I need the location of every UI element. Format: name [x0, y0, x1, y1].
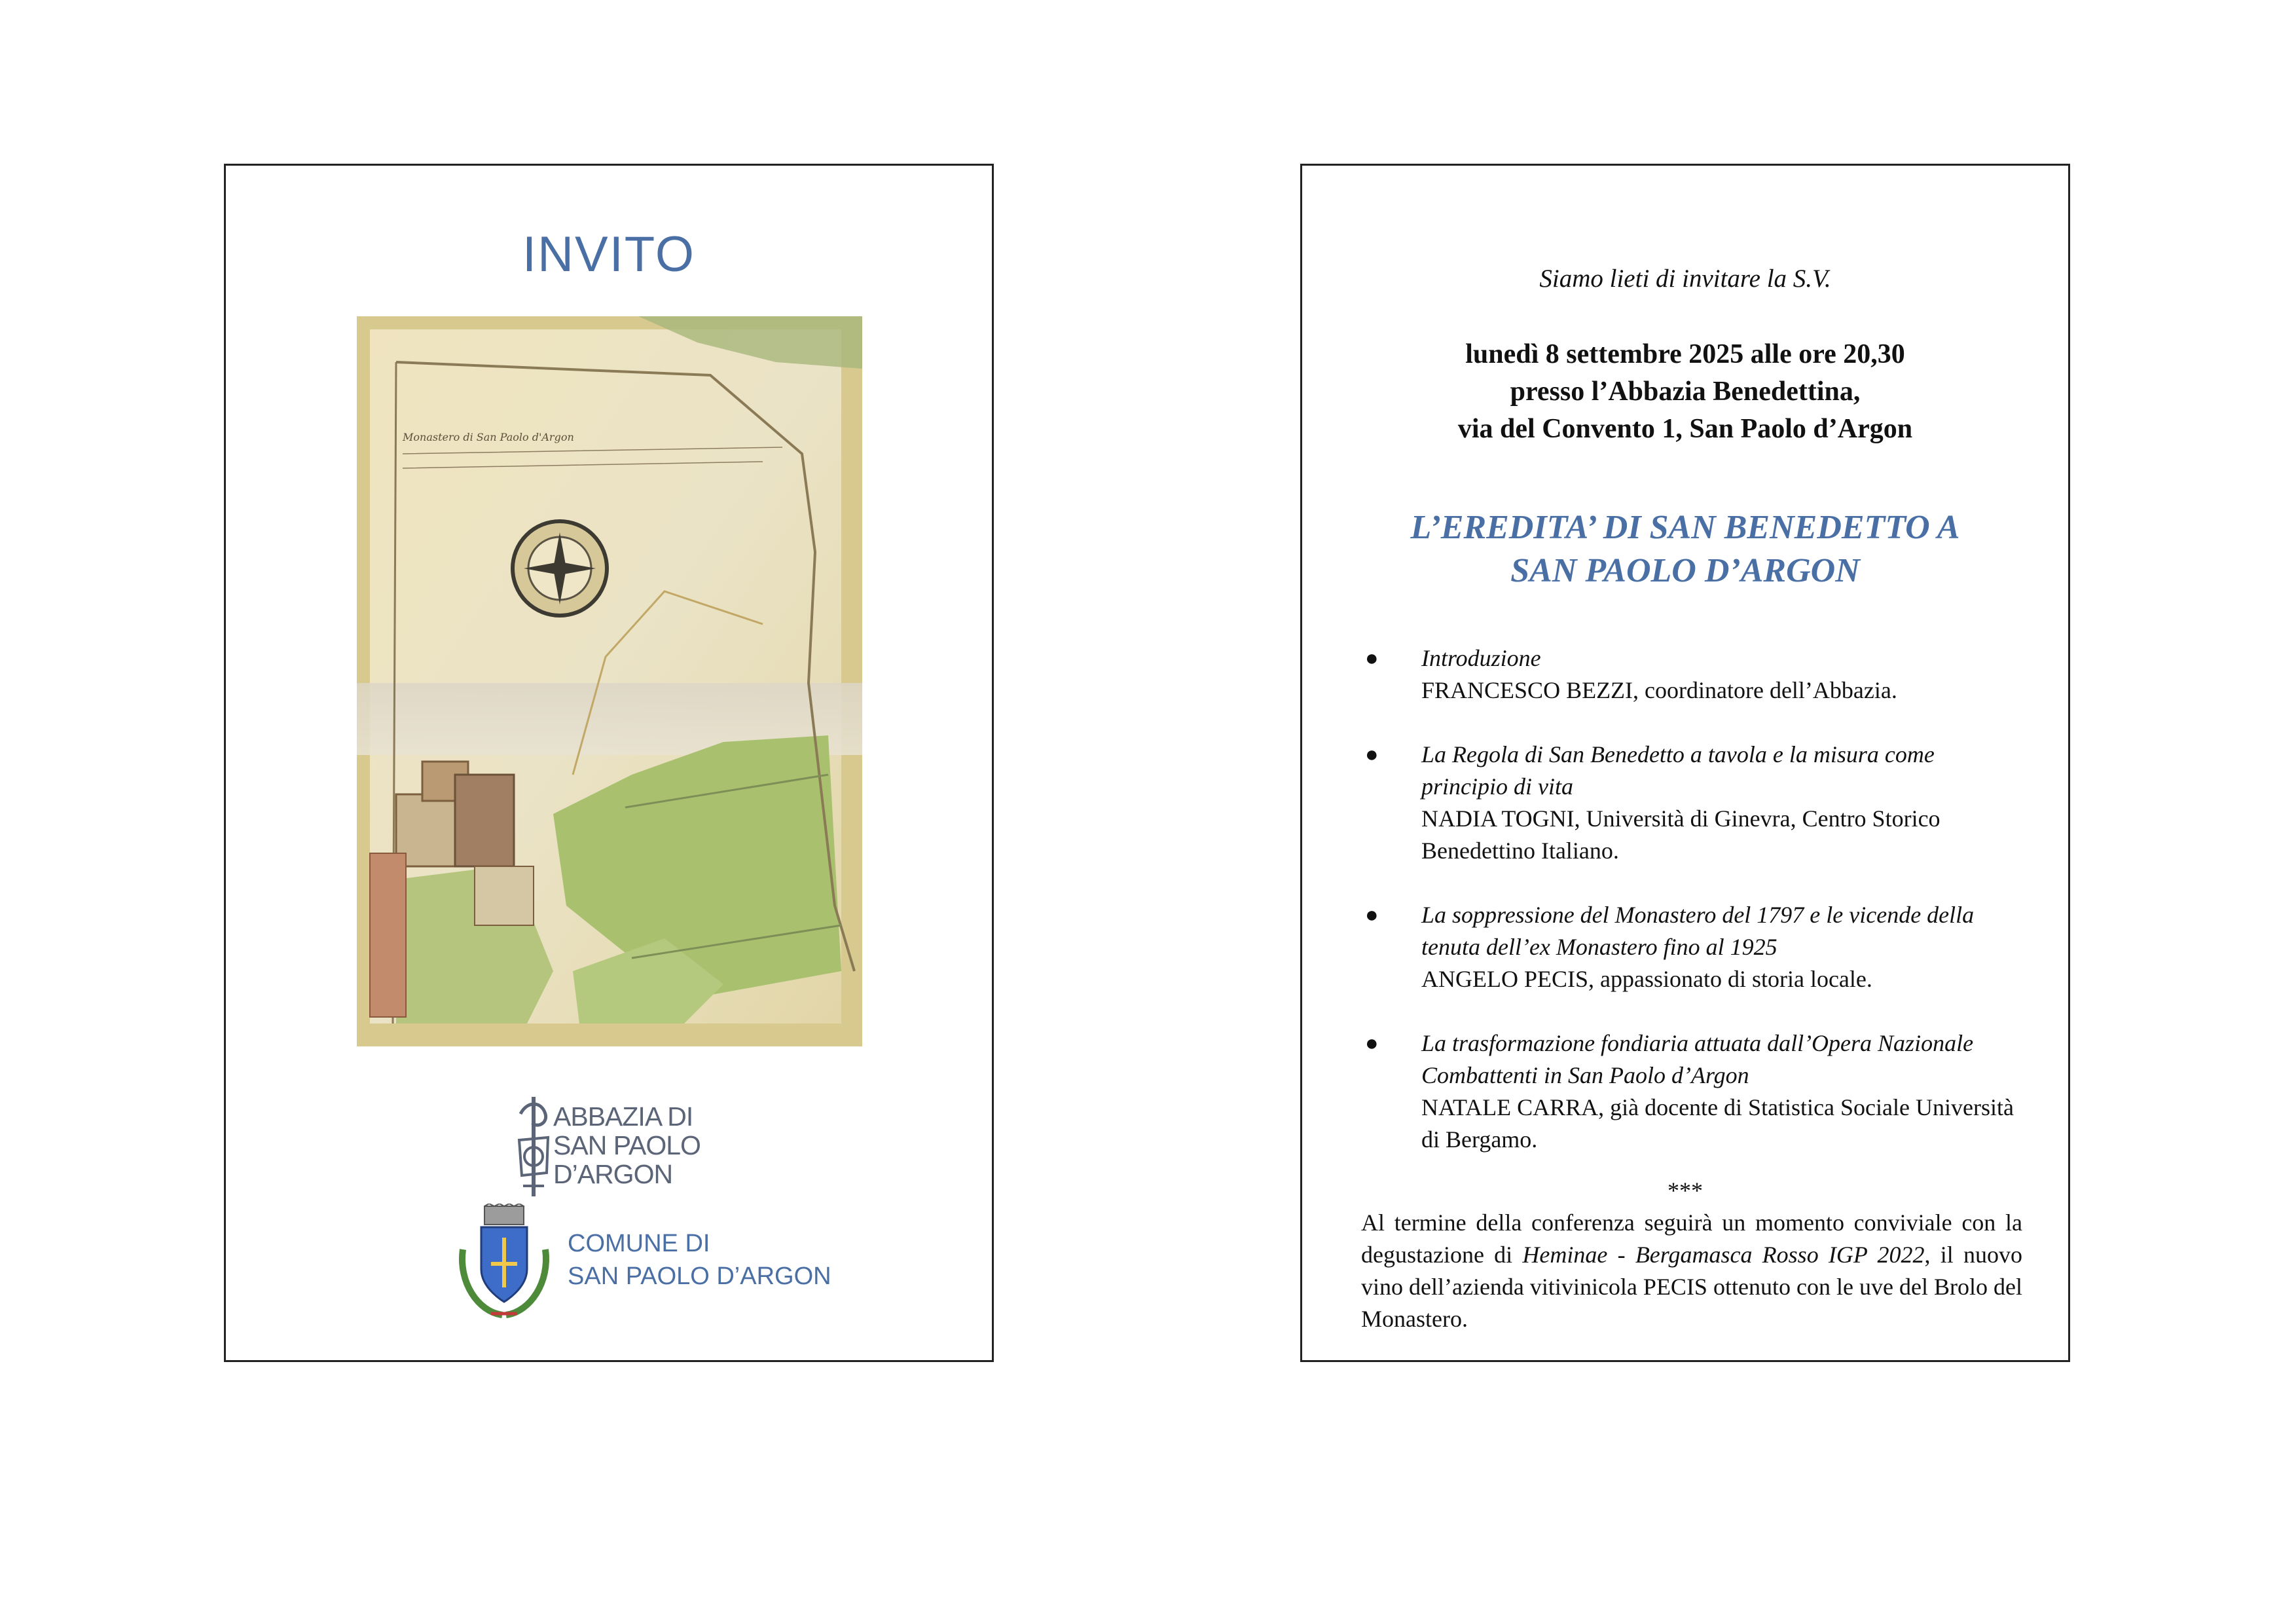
cover-panel	[224, 164, 994, 1362]
talk-title: La Regola di San Benedetto a tavola e la misura come principio di vita	[1421, 741, 1935, 800]
comune-logo	[455, 1204, 848, 1321]
abbazia-logo-line3: D’ARGON	[553, 1159, 673, 1189]
program-item	[1361, 642, 2016, 707]
map-inscription: Monastero di San Paolo d'Argon	[403, 431, 574, 443]
abbazia-crest-icon	[514, 1094, 553, 1199]
bullet-icon: ●	[1365, 1031, 1379, 1056]
event-address: via del Convento 1, San Paolo d’Argon	[1457, 414, 1913, 444]
event-venue: presso l’Abbazia Benedettina,	[1510, 377, 1861, 407]
historic-map-image	[357, 316, 862, 1046]
program-item	[1361, 899, 2016, 995]
talk-speaker: NADIA TOGNI, Università di Ginevra, Centro Storico Benedettino Italiano.	[1421, 805, 1941, 864]
greeting: Siamo lieti di invitare la S.V.	[1539, 265, 1831, 293]
talk-title: La trasformazione fondiaria attuata dall’Opera Nazionale Combattenti in San Paolo d’Argon	[1421, 1030, 1974, 1088]
program-item	[1361, 1027, 2016, 1156]
abbazia-logo	[514, 1094, 723, 1199]
event-date: lunedì 8 settembre 2025 alle ore 20,30	[1465, 339, 1905, 369]
talk-speaker: ANGELO PECIS, appassionato di storia locale.	[1421, 966, 1872, 992]
separator: ***	[1667, 1177, 1703, 1204]
closing-text-start: Al termine della conferenza seguirà un momento conviviale con la degustazione di	[1361, 1209, 2022, 1268]
comune-logo-line2: SAN PAOLO D’ARGON	[568, 1263, 831, 1290]
talk-speaker: FRANCESCO BEZZI, coordinatore dell’Abbazia.	[1421, 677, 1897, 703]
talk-title: Introduzione	[1421, 645, 1541, 671]
abbazia-logo-line1: ABBAZIA DI	[553, 1101, 693, 1132]
wine-name: Heminae - Bergamasca Rosso IGP 2022	[1522, 1242, 1925, 1268]
talk-speaker: NATALE CARRA, già docente di Statistica Sociale Università di Bergamo.	[1421, 1094, 2014, 1153]
event-details	[1302, 336, 2068, 448]
abbazia-logo-line2: SAN PAOLO	[553, 1130, 701, 1160]
event-title-line2: SAN PAOLO D’ARGON	[1510, 552, 1860, 589]
program-list	[1361, 642, 2016, 1188]
closing-text-end: , il nuovo vino dell’azienda vitivinicola PECIS ottenuto con le uve del Brolo del Monastero.	[1361, 1242, 2022, 1332]
closing-note	[1361, 1207, 2022, 1335]
comune-logo-line1: COMUNE DI	[568, 1230, 710, 1257]
comune-coat-of-arms-icon	[455, 1204, 553, 1321]
program-item	[1361, 739, 2016, 867]
bullet-icon: ●	[1365, 903, 1379, 927]
talk-title: La soppressione del Monastero del 1797 e le vicende della tenuta dell’ex Monastero fino al 1925	[1421, 902, 1975, 960]
bullet-icon: ●	[1365, 743, 1379, 767]
bullet-icon: ●	[1365, 646, 1379, 671]
event-title	[1302, 506, 2068, 593]
event-title-line1: L’EREDITA’ DI SAN BENEDETTO A	[1410, 509, 1960, 546]
cover-title: INVITO	[522, 227, 695, 282]
invitation-panel	[1300, 164, 2070, 1362]
